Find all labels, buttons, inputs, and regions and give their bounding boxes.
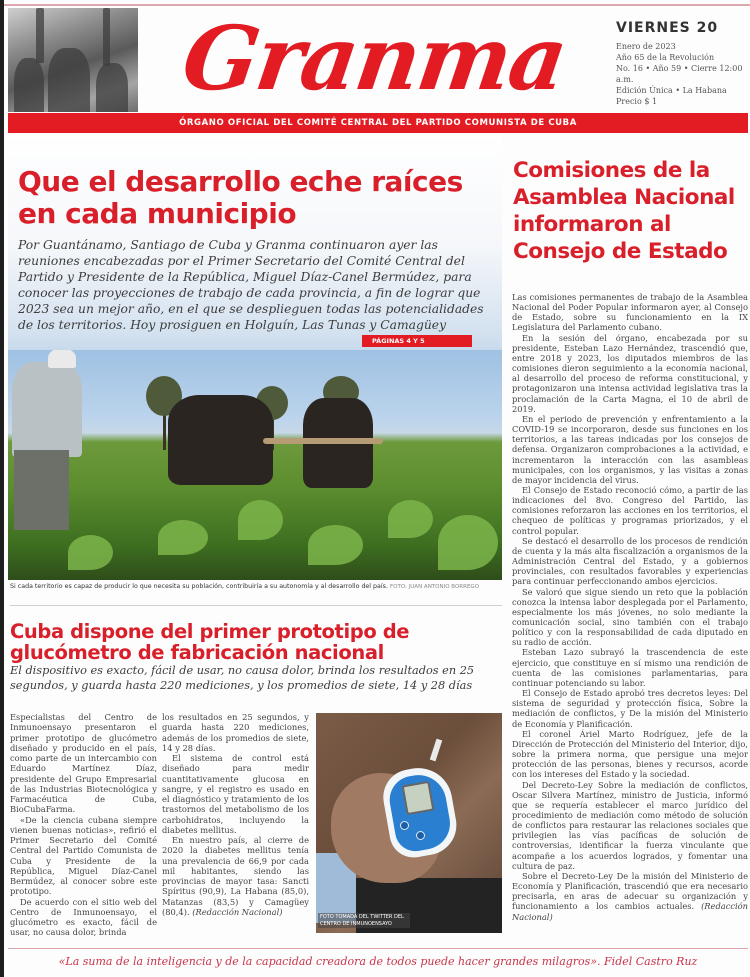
article-signature: (Redacción Nacional) [192, 906, 283, 917]
lead-story-photo[interactable] [8, 350, 502, 580]
glucometer-headline[interactable]: Cuba dispone del primer prototipo de glucómetro de fabricación nacional [10, 620, 410, 664]
paragraph: De acuerdo con el sitio web del Centro de Inmunoensayo, el glucómetro es exacto, fácil de usar, no causa dolor, brinda [10, 896, 157, 938]
paragraph: Especialistas del Centro de Inmunoensayo presentaron el primer prototipo de glucómetro diseñado y producido en el país, como parte de un intercambio con Eduardo Martínez Díaz, presidente del Grupo Empresarial de las Industrias Biotecnológica y Farmacéutica de Cuba, BioCubaFarma. [10, 712, 157, 815]
paragraph: El sistema de control está diseñado para medir cuantitativamente glucosa en sangre, y el registro es usado en el diagnóstico y tratamiento de los trastornos del metabolismo de los carbohidratos, incluyendo la diabetes mellitus. [162, 753, 309, 835]
lead-story-deck: Por Guantánamo, Santiago de Cuba y Granma continuaron ayer las reuniones encabezadas por el Primer Secretario del Comité Central del Partido y Presidente de la República, Miguel Díaz-Canel Bermúdez, para conocer las proyecciones de trabajo de cada provincia, a fin de lograr que 2023 sea un mejor año, en el que se desplieguen todas las potencialidades de los territorios. Hoy prosiguen en Holguín, Las Tunas y Camagüey [18, 238, 484, 332]
caption-text: Si cada territorio es capaz de producir lo que necesita su población, contribuiría a su autonomía y al desarrollo del país. [10, 583, 388, 590]
issue-day: VIERNES 20 [616, 20, 719, 36]
footer-rule [8, 948, 748, 949]
issue-month-year: Enero de 2023 [616, 42, 676, 51]
masthead-tagline: ÓRGANO OFICIAL DEL COMITÉ CENTRAL DEL PARTIDO COMUNISTA DE CUBA [8, 113, 748, 133]
date-block [616, 20, 746, 107]
granma-logo[interactable]: Granma [176, 6, 572, 110]
glucometer-deck: El dispositivo es exacto, fácil de usar, no causa dolor, brinda los resultados en 25 segundos, y guarda hasta 220 mediciones, y los promedios de siete, 14 y 28 días [10, 664, 475, 692]
paragraph: Se valoró que sigue siendo un reto que la población conozca la intensa labor desplegada por el Parlamento, especialmente los más jóvenes, no solo mediante la comunicación social, sino también con el trabajo político y con la responsabilidad de cada diputado en su radio de acción. [512, 586, 748, 648]
paragraph: En la sesión del órgano, encabezada por su presidente, Esteban Lazo Hernández, trascendió que, entre 2018 y 2023, los diputados miembros de las comisiones dieron seguimiento a la economía nacional, al desarrollo del proceso de reforma constitucional, y protagonizaron una intensa actividad legislativa tras la proclamación de la Carta Magna, el 10 de abril de 2019. [512, 332, 748, 414]
paragraph: En el periodo de prevención y enfrentamiento a la COVID-19 se incorporaron, desde sus funciones en los territorios, a las tareas indicadas por los consejos de defensa. Organizaron comprobaciones a la actividad, e incrementaron la interacción con las asambleas municipales, con los organismos, y las visitas a zonas de mayor incidencia del virus. [512, 413, 748, 485]
paragraph: «De la ciencia cubana siempre vienen buenas noticias», refirió el Primer Secretario del Comité Central del Partido Comunista de Cuba y Presidente de la República, Miguel Díaz-Canel Bermúdez, al conocer sobre este prototipo. [10, 814, 157, 897]
paragraph: Del Decreto-Ley Sobre la mediación de conflictos, Oscar Silvera Martínez, ministro de Justicia, informó que se requería establecer el marco jurídico del procedimiento de mediación como método de solución de conflictos para restaurar las relaciones sociales que privilegien las vías pacíficas de solución de controversias, identificar la fuerza vinculante que acompañe a los acuerdos logrados, y fomentar una cultura de paz. [512, 779, 748, 871]
edition: Edición Única • La Habana [616, 86, 727, 95]
glucometer-photo[interactable] [316, 713, 502, 933]
revolution-year: Año 65 de la Revolución [616, 53, 715, 62]
paragraph: Las comisiones permanentes de trabajo de la Asamblea Nacional del Poder Popular informaron ayer, al Consejo de Estado, sobre su funcionamiento en la IX Legislatura del Parlamento cubano. [512, 292, 748, 333]
paragraph: El Consejo de Estado aprobó tres decretos leyes: Del sistema de seguridad y protección física, Sobre la mediación de conflictos, y De la misión del Ministerio de Economía y Planificación. [512, 688, 748, 729]
assembly-story-body [512, 292, 748, 922]
paragraph [162, 835, 309, 917]
pages-reference-tag[interactable]: PÁGINAS 4 Y 5 [362, 335, 472, 347]
section-divider [10, 605, 502, 606]
glucometer-photo-credit: FOTO TOMADA DEL TWITTER DEL CENTRO DE INMUNOENSAYO [318, 913, 410, 928]
footer-quote: «La suma de la inteligencia y de la capacidad creadora de todos puede hacer grandes milagros». Fidel Castro Ruz [58, 955, 698, 968]
paragraph: El coronel Áriel Marto Rodríguez, jefe de la Dirección de Protección del Ministerio del Interior, dijo, sobre la primera norma, que persigue una mejor protección de las personas, bienes y recursos, acorde con los intereses del Estado y la sociedad. [512, 728, 748, 780]
paragraph: los resultados en 25 segundos, y guarda hasta 220 mediciones, además de los promedios de siete, 14 y 28 días. [162, 712, 309, 753]
paragraph: El Consejo de Estado reconoció cómo, a partir de las indicaciones del 8vo. Congreso del Partido, las comisiones reforzaron las acciones en los territorios, el chequeo de políticas y programas priorizados, y el control popular. [512, 484, 748, 536]
paragraph: Se destacó el desarrollo de los procesos de rendición de cuenta y la más alta fiscalización a organismos de la Administración Central del Estado, y a gobiernos provinciales, con resultados favorables y experiencias para continuar perfeccionando ambos ejercicios. [512, 535, 748, 587]
article-signature: (Redacción Nacional) [512, 901, 748, 922]
glucometer-column-1 [10, 712, 157, 938]
assembly-headline[interactable]: Comisiones de la Asamblea Nacional informaron al Consejo de Estado [513, 158, 735, 264]
newspaper-front-page [4, 0, 750, 977]
issue-number: No. 16 • Año 59 • Cierre 12:00 a.m. [616, 64, 743, 84]
paragraph: Esteban Lazo subrayó la trascendencia de este ejercicio, que constituye en sí mismo una rendición de cuenta de las comisiones parlamentarias, para continuar potenciando su labor. [512, 647, 748, 688]
glucometer-column-2 [162, 712, 309, 917]
price: Precio $ 1 [616, 97, 658, 106]
lead-story-headline[interactable]: Que el desarrollo eche raíces en cada municipio [18, 165, 463, 230]
lead-photo-caption [10, 583, 504, 590]
paragraph-text: Sobre el Decreto-Ley De la misión del Ministerio de Economía y Planificación, trascendió que era necesario precisarla, en aras de adecuar su organización y funcionamiento a los cambios actuales. [512, 870, 748, 912]
paragraph [512, 871, 748, 922]
masthead-photo [8, 8, 138, 112]
paragraph-text: En nuestro país, al cierre de 2020 la diabetes mellitus tenía una prevalencia de 66,9 por cada mil habitantes, siendo las provincias de mayor tasa: Sancti Spíritus (90,9), La Habana (85,0), Matanzas (83,5) y Camagüey (80,4). [162, 835, 309, 917]
photo-credit: FOTO: JUAN ANTONIO BORREGO [389, 584, 480, 590]
